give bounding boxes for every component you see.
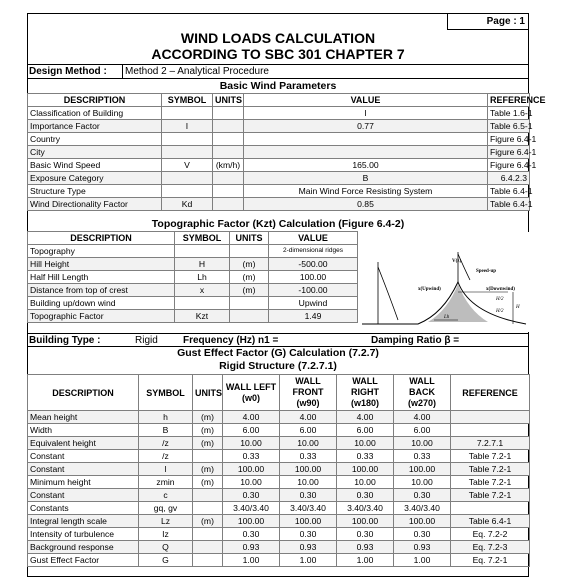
table-cell: 10.00 <box>337 437 394 450</box>
basic-wind-heading: Basic Wind Parameters <box>219 80 337 92</box>
table-cell <box>230 245 269 258</box>
table-cell <box>162 133 213 146</box>
table-cell: (m) <box>193 476 223 489</box>
table-cell: Constant <box>28 463 139 476</box>
table-cell: 0.30 <box>223 528 280 541</box>
title-line-1: WIND LOADS CALCULATION <box>180 30 376 46</box>
table-cell: Q <box>139 541 193 554</box>
table-cell: Hill Height <box>28 258 175 271</box>
table-cell: 10.00 <box>280 476 337 489</box>
table-cell: 0.30 <box>394 528 451 541</box>
title-line-2: ACCORDING TO SBC 301 CHAPTER 7 <box>151 46 405 62</box>
table-cell: 100.00 <box>223 463 280 476</box>
table-cell: Minimum height <box>28 476 139 489</box>
table-cell: 6.00 <box>394 424 451 437</box>
table-cell: 0.33 <box>280 450 337 463</box>
fig-label-vz: V(z) <box>452 259 462 264</box>
table-cell <box>193 528 223 541</box>
table-cell: 0.30 <box>223 489 280 502</box>
table-cell <box>213 198 244 211</box>
topo-heading: Topographic Factor (Kzt) Calculation (Figure 6.4-2) <box>151 218 405 230</box>
table-cell: (m) <box>193 515 223 528</box>
fig-label-h2-bottom: H/2 <box>496 309 504 314</box>
table-cell: 0.93 <box>394 541 451 554</box>
table-cell: Lh <box>175 271 230 284</box>
table-cell <box>451 502 530 515</box>
table-cell: Constant <box>28 450 139 463</box>
table-cell <box>175 297 230 310</box>
table-cell: 1.00 <box>223 554 280 567</box>
table-cell: /z <box>139 450 193 463</box>
table-cell: Table 6.5-1 <box>488 120 530 133</box>
col-value: VALUE <box>269 232 358 245</box>
fig-label-lh: Lh <box>444 315 450 320</box>
table-cell: G <box>139 554 193 567</box>
table-cell <box>193 450 223 463</box>
table-cell: 7.2.7.1 <box>451 437 530 450</box>
table-row <box>28 310 358 323</box>
col-units: UNITS <box>193 375 223 411</box>
table-cell: -500.00 <box>269 258 358 271</box>
table-cell: Intensity of turbulence <box>28 528 139 541</box>
table-cell: 0.30 <box>280 489 337 502</box>
table-cell: Width <box>28 424 139 437</box>
table-cell: Topography <box>28 245 175 258</box>
table-cell: Building up/down wind <box>28 297 175 310</box>
col-reference: REFERENCE <box>488 94 530 107</box>
col-description: DESCRIPTION <box>28 232 175 245</box>
table-cell: Wind Directionality Factor <box>28 198 162 211</box>
table-row <box>28 284 358 297</box>
table-cell: 10.00 <box>223 437 280 450</box>
table-cell: Constant <box>28 489 139 502</box>
table-cell: 4.00 <box>223 411 280 424</box>
frequency-label: Frequency (Hz) n1 = <box>183 335 279 346</box>
table-cell: Table 6.4-1 <box>451 515 530 528</box>
col-wall-left: WALL LEFT (w0) <box>223 375 280 411</box>
table-cell: Integral length scale <box>28 515 139 528</box>
design-method-row <box>27 64 529 79</box>
col-units: UNITS <box>230 232 269 245</box>
table-cell: 100.00 <box>394 463 451 476</box>
table-cell: 1.00 <box>337 554 394 567</box>
table-cell: 0.93 <box>280 541 337 554</box>
table-cell: Table 7.2-1 <box>451 476 530 489</box>
table-cell: l <box>139 463 193 476</box>
table-cell <box>193 502 223 515</box>
table-cell: Main Wind Force Resisting System <box>244 185 488 198</box>
table-row <box>28 133 530 146</box>
col-wall-front: WALL FRONT (w90) <box>280 375 337 411</box>
table-cell: City <box>28 146 162 159</box>
table-cell: 10.00 <box>394 476 451 489</box>
table-row <box>28 198 530 211</box>
table-cell: Eq. 7.2-3 <box>451 541 530 554</box>
table-cell <box>244 133 488 146</box>
col-description: DESCRIPTION <box>28 375 139 411</box>
table-row <box>28 554 530 567</box>
table-cell: Table 7.2-1 <box>451 450 530 463</box>
table-cell: (km/h) <box>213 159 244 172</box>
col-symbol: SYMBOL <box>139 375 193 411</box>
basic-header-row <box>28 94 530 107</box>
table-cell: Structure Type <box>28 185 162 198</box>
table-cell: 4.00 <box>280 411 337 424</box>
topo-header-row <box>28 232 358 245</box>
table-cell: (m) <box>193 411 223 424</box>
table-cell: 6.00 <box>223 424 280 437</box>
basic-wind-table <box>27 93 546 211</box>
table-cell: 1.00 <box>280 554 337 567</box>
table-cell <box>213 133 244 146</box>
table-cell: 0.93 <box>337 541 394 554</box>
table-cell: Half Hill Length <box>28 271 175 284</box>
table-cell: 6.4.2.3 <box>488 172 530 185</box>
table-cell: (m) <box>230 284 269 297</box>
table-row <box>28 185 530 198</box>
table-cell: 100.00 <box>269 271 358 284</box>
table-cell <box>230 310 269 323</box>
table-cell: Constants <box>28 502 139 515</box>
col-description: DESCRIPTION <box>28 94 162 107</box>
table-cell <box>175 245 230 258</box>
col-reference: REFERENCE <box>451 375 530 411</box>
fig-label-h2-top: H/2 <box>496 297 504 302</box>
table-row <box>28 245 358 258</box>
table-cell <box>213 107 244 120</box>
table-cell: 0.77 <box>244 120 488 133</box>
table-cell: (m) <box>230 271 269 284</box>
table-row <box>28 271 358 284</box>
table-cell: Mean height <box>28 411 139 424</box>
table-cell: 100.00 <box>337 463 394 476</box>
table-cell: 0.30 <box>394 489 451 502</box>
table-row <box>28 258 358 271</box>
table-cell: B <box>139 424 193 437</box>
table-cell: Distance from top of crest <box>28 284 175 297</box>
table-cell: Upwind <box>269 297 358 310</box>
table-cell: Table 7.2-1 <box>451 463 530 476</box>
building-type-value: Rigid <box>135 335 158 346</box>
table-row <box>28 159 530 172</box>
table-row <box>28 476 530 489</box>
table-cell: 0.33 <box>394 450 451 463</box>
gust-table <box>27 374 530 567</box>
table-row <box>28 172 530 185</box>
table-cell <box>244 146 488 159</box>
damping-ratio-label: Damping Ratio β = <box>371 335 460 346</box>
gust-heading-1: Gust Effect Factor (G) Calculation (7.2.7) <box>177 347 379 359</box>
table-cell <box>451 411 530 424</box>
table-cell: /z <box>139 437 193 450</box>
table-cell: 1.49 <box>269 310 358 323</box>
table-cell: 100.00 <box>280 463 337 476</box>
table-cell: 165.00 <box>244 159 488 172</box>
table-row <box>28 489 530 502</box>
table-cell: 6.00 <box>280 424 337 437</box>
fig-label-upwind: x(Upwind) <box>418 287 441 292</box>
fig-label-downwind: x(Downwind) <box>486 287 515 292</box>
table-row <box>28 502 530 515</box>
table-cell <box>230 297 269 310</box>
table-cell: 100.00 <box>394 515 451 528</box>
table-row <box>28 146 530 159</box>
topo-table <box>27 231 358 323</box>
table-cell: 0.93 <box>223 541 280 554</box>
table-row <box>28 411 530 424</box>
col-wall-back: WALL BACK (w270) <box>394 375 451 411</box>
page-label: Page : 1 <box>447 14 529 30</box>
table-cell: x <box>175 284 230 297</box>
table-cell: 3.40/3.40 <box>394 502 451 515</box>
table-cell: V <box>162 159 213 172</box>
table-row <box>28 424 530 437</box>
table-cell: Table 6.4-1 <box>488 198 530 211</box>
table-row <box>28 515 530 528</box>
table-cell: Basic Wind Speed <box>28 159 162 172</box>
table-cell: 3.40/3.40 <box>223 502 280 515</box>
table-cell: gq, gv <box>139 502 193 515</box>
table-cell: 100.00 <box>337 515 394 528</box>
fig-label-speedup: Speed-up <box>476 269 497 274</box>
table-cell: (m) <box>193 463 223 476</box>
design-method-value: Method 2 – Analytical Procedure <box>125 66 269 77</box>
table-cell: I <box>244 107 488 120</box>
building-type-label: Building Type : <box>29 335 101 346</box>
table-cell: 0.33 <box>337 450 394 463</box>
table-cell: 10.00 <box>223 476 280 489</box>
table-cell: 10.00 <box>337 476 394 489</box>
col-wall-right: WALL RIGHT (w180) <box>337 375 394 411</box>
table-cell: Eq. 7.2-2 <box>451 528 530 541</box>
table-cell: Kzt <box>175 310 230 323</box>
table-cell: Figure 6.4-1 <box>488 133 530 146</box>
table-cell: Background response <box>28 541 139 554</box>
table-cell <box>162 146 213 159</box>
table-cell: Lz <box>139 515 193 528</box>
table-cell: H <box>175 258 230 271</box>
table-cell: Equivalent height <box>28 437 139 450</box>
table-cell: 2-dimensional ridges <box>269 245 358 258</box>
table-cell <box>213 146 244 159</box>
table-cell <box>193 541 223 554</box>
table-cell: 1.00 <box>394 554 451 567</box>
table-cell: (m) <box>230 258 269 271</box>
fig-label-h: H <box>516 305 520 310</box>
table-cell: Gust Effect Factor <box>28 554 139 567</box>
col-symbol: SYMBOL <box>162 94 213 107</box>
table-cell: Table 1.6-1 <box>488 107 530 120</box>
table-row <box>28 450 530 463</box>
table-row <box>28 437 530 450</box>
table-cell: 6.00 <box>337 424 394 437</box>
table-row <box>28 297 358 310</box>
table-cell <box>213 172 244 185</box>
table-cell: Kd <box>162 198 213 211</box>
building-type-row <box>27 333 529 347</box>
table-row <box>28 107 530 120</box>
table-cell: 0.33 <box>223 450 280 463</box>
topography-figure <box>358 232 529 332</box>
table-cell <box>213 120 244 133</box>
table-cell: Topographic Factor <box>28 310 175 323</box>
table-cell: Figure 6.4-1 <box>488 146 530 159</box>
table-cell: 10.00 <box>394 437 451 450</box>
table-cell: Exposure Category <box>28 172 162 185</box>
table-cell: Country <box>28 133 162 146</box>
table-cell: 0.30 <box>337 528 394 541</box>
col-symbol: SYMBOL <box>175 232 230 245</box>
col-units: UNITS <box>213 94 244 107</box>
table-cell <box>213 185 244 198</box>
table-cell <box>162 107 213 120</box>
table-cell: -100.00 <box>269 284 358 297</box>
table-cell: 3.40/3.40 <box>337 502 394 515</box>
table-cell: (m) <box>193 424 223 437</box>
table-cell: Table 7.2-1 <box>451 489 530 502</box>
table-cell <box>193 489 223 502</box>
table-cell: B <box>244 172 488 185</box>
table-cell: 10.00 <box>280 437 337 450</box>
table-cell: 0.85 <box>244 198 488 211</box>
table-cell: 100.00 <box>223 515 280 528</box>
table-cell: 100.00 <box>280 515 337 528</box>
table-cell: Iz <box>139 528 193 541</box>
design-method-label: Design Method : <box>29 65 123 79</box>
table-cell: Importance Factor <box>28 120 162 133</box>
table-cell: 0.30 <box>337 489 394 502</box>
table-row <box>28 541 530 554</box>
table-cell: Classification of Building <box>28 107 162 120</box>
table-cell: 3.40/3.40 <box>280 502 337 515</box>
table-cell <box>451 424 530 437</box>
gust-header-row <box>28 375 530 411</box>
table-cell: Eq. 7.2-1 <box>451 554 530 567</box>
table-cell: Figure 6.4-1 <box>488 159 530 172</box>
table-cell <box>193 554 223 567</box>
table-cell: h <box>139 411 193 424</box>
table-cell: Table 6.4-1 <box>488 185 530 198</box>
table-row <box>28 463 530 476</box>
table-cell: zmin <box>139 476 193 489</box>
table-cell: 0.30 <box>280 528 337 541</box>
table-cell: I <box>162 120 213 133</box>
table-row <box>28 528 530 541</box>
table-cell: 4.00 <box>337 411 394 424</box>
table-cell: 4.00 <box>394 411 451 424</box>
table-row <box>28 120 530 133</box>
table-cell: c <box>139 489 193 502</box>
gust-heading-2: Rigid Structure (7.2.7.1) <box>219 360 337 372</box>
table-cell: (m) <box>193 437 223 450</box>
col-value: VALUE <box>244 94 488 107</box>
table-cell <box>162 185 213 198</box>
table-cell <box>162 172 213 185</box>
